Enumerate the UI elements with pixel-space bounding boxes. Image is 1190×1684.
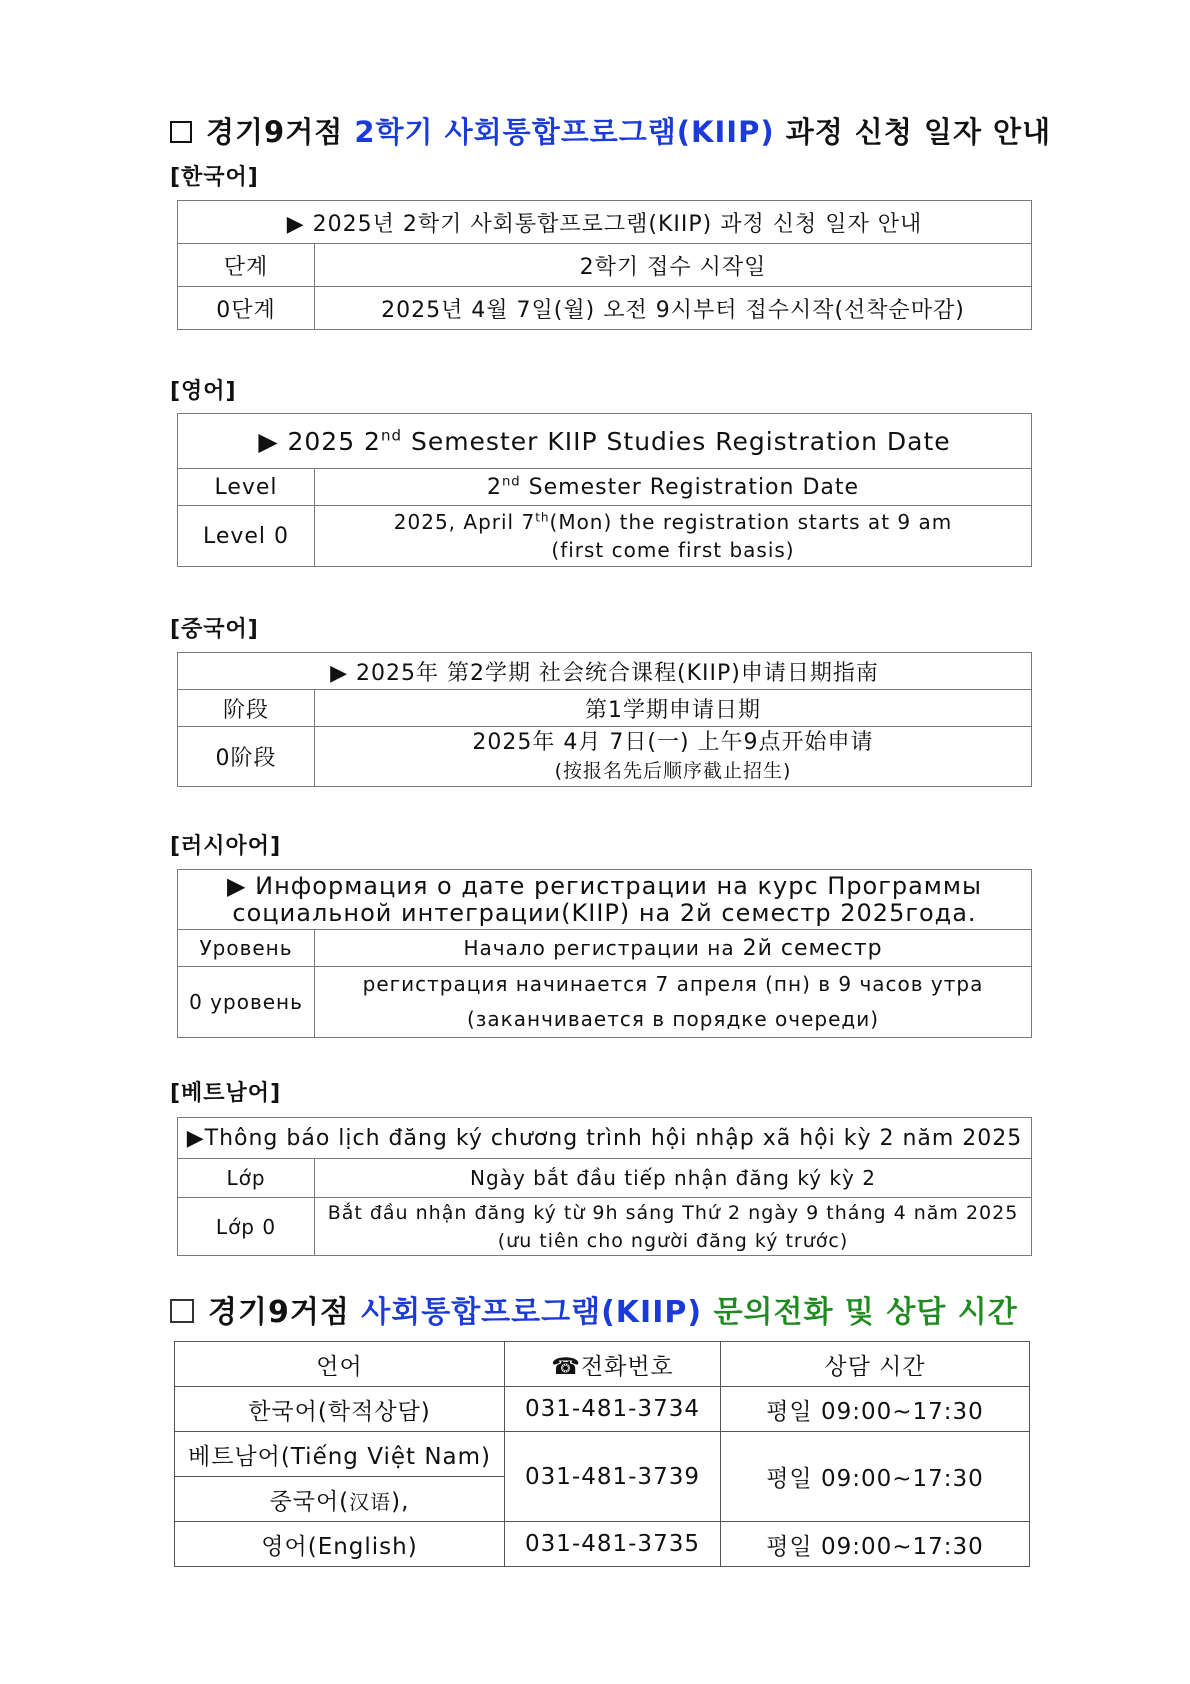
russian-col-date: Начало регистрации на 2й семестр bbox=[315, 930, 1032, 967]
contact-hours: 평일 09:00~17:30 bbox=[721, 1432, 1030, 1522]
contact-heading: 경기9거점 사회통합프로그램(KIIP) 문의전화 및 상담 시간 bbox=[170, 1287, 1018, 1331]
section-label-english: [영어] bbox=[170, 379, 237, 404]
english-date: 2025, April 7th(Mon) the registration starts at 9 am (first come first basis) bbox=[315, 506, 1032, 567]
section-label-russian: [러시아어] bbox=[170, 834, 282, 859]
section-label-chinese: [중국어] bbox=[170, 617, 259, 642]
chinese-col-stage: 阶段 bbox=[178, 690, 315, 727]
contact-language: 중국어(汉语), bbox=[175, 1477, 505, 1522]
korean-table-title: ▶ 2025년 2학기 사회통합프로그램(KIIP) 과정 신청 일자 안내 bbox=[178, 201, 1032, 244]
english-table bbox=[177, 413, 1032, 567]
russian-table bbox=[177, 869, 1032, 1038]
contact-table bbox=[174, 1341, 1030, 1567]
vietnamese-table-title: ▶Thông báo lịch đăng ký chương trình hội nhập xã hội kỳ 2 năm 2025 bbox=[178, 1118, 1032, 1159]
chinese-level: 0阶段 bbox=[178, 727, 315, 787]
chinese-table bbox=[177, 652, 1032, 787]
english-table-title: ▶ 2025 2nd Semester KIIP Studies Registration Date bbox=[178, 414, 1032, 469]
english-level: Level 0 bbox=[178, 506, 315, 567]
russian-level: 0 уровень bbox=[178, 967, 315, 1038]
checkbox-square-icon bbox=[170, 121, 192, 143]
contact-phone[interactable]: 031-481-3739 bbox=[505, 1432, 721, 1522]
russian-col-level: Уровень bbox=[178, 930, 315, 967]
russian-date: регистрация начинается 7 апреля (пн) в 9 часов утра (заканчивается в порядке очереди) bbox=[315, 967, 1032, 1038]
korean-table bbox=[177, 200, 1032, 330]
russian-table-title: ▶ Информация о дате регистрации на курс Программы социальной интеграции(KIIP) на 2й семестр 2025года. bbox=[178, 870, 1032, 930]
checkbox-square-icon bbox=[170, 1299, 194, 1323]
korean-col-date: 2학기 접수 시작일 bbox=[315, 244, 1032, 287]
contact-header-hours: 상담 시간 bbox=[721, 1342, 1030, 1387]
chinese-col-date: 第1学期申请日期 bbox=[315, 690, 1032, 727]
section-label-korean: [한국어] bbox=[170, 165, 259, 190]
contact-language: 한국어(학적상담) bbox=[175, 1387, 505, 1432]
contact-phone[interactable]: 031-481-3734 bbox=[505, 1387, 721, 1432]
contact-language: 영어(English) bbox=[175, 1522, 505, 1567]
english-col-date: 2nd Semester Registration Date bbox=[315, 469, 1032, 506]
page-title: 경기9거점 2학기 사회통합프로그램(KIIP) 과정 신청 일자 안내 bbox=[170, 110, 1051, 151]
contact-phone[interactable]: 031-481-3735 bbox=[505, 1522, 721, 1567]
contact-hours: 평일 09:00~17:30 bbox=[721, 1387, 1030, 1432]
vietnamese-level: Lớp 0 bbox=[178, 1198, 315, 1256]
vietnamese-table bbox=[177, 1117, 1032, 1256]
english-col-level: Level bbox=[178, 469, 315, 506]
vietnamese-date: Bắt đầu nhận đăng ký từ 9h sáng Thứ 2 ngày 9 tháng 4 năm 2025 (ưu tiên cho người đăng ký trước) bbox=[315, 1198, 1032, 1256]
vietnamese-col-date: Ngày bắt đầu tiếp nhận đăng ký kỳ 2 bbox=[315, 1159, 1032, 1198]
contact-header-phone: ☎전화번호 bbox=[505, 1342, 721, 1387]
vietnamese-col-level: Lớp bbox=[178, 1159, 315, 1198]
contact-header-language: 언어 bbox=[175, 1342, 505, 1387]
contact-language: 베트남어(Tiếng Việt Nam) bbox=[175, 1432, 505, 1477]
korean-level: 0단계 bbox=[178, 287, 315, 330]
chinese-table-title: ▶ 2025年 第2学期 社会统合课程(KIIP)申请日期指南 bbox=[178, 653, 1032, 690]
section-label-vietnamese: [베트남어] bbox=[170, 1081, 282, 1106]
korean-date: 2025년 4월 7일(월) 오전 9시부터 접수시작(선착순마감) bbox=[315, 287, 1032, 330]
contact-hours: 평일 09:00~17:30 bbox=[721, 1522, 1030, 1567]
chinese-date: 2025年 4月 7日(一) 上午9点开始申请 (按报名先后顺序截止招生) bbox=[315, 727, 1032, 787]
korean-col-stage: 단계 bbox=[178, 244, 315, 287]
